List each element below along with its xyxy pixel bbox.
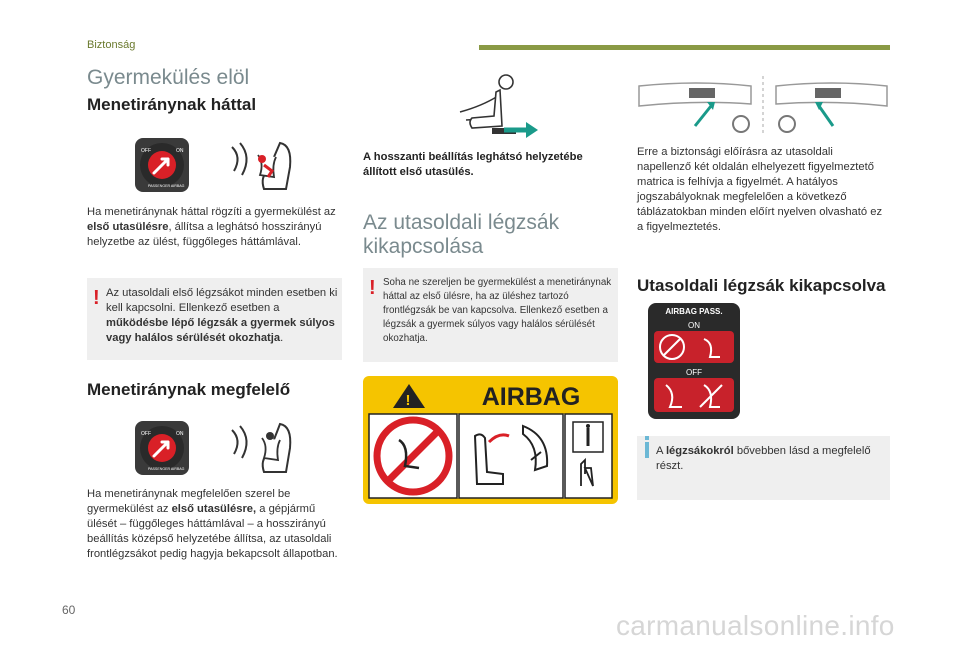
forward-facing-child-seat-icon: [228, 418, 300, 476]
svg-text:OFF: OFF: [686, 368, 702, 377]
warning-text-airbag: Soha ne szereljen be gyermekülést a menetiránynak háttal az első ülésre, ha az üléshez tartozó frontlégzsák be van kapcsolva. Ellenkező esetben a légzsák a gyermek súlyos vagy halálos sérülését okozhatja.: [383, 277, 612, 344]
seat-rearmost-position-icon: [442, 72, 540, 144]
svg-text:AIRBAG PASS.: AIRBAG PASS.: [665, 307, 723, 316]
rear-facing-child-seat-icon: [228, 137, 300, 193]
seat-caption: A hosszanti beállítás leghátsó helyzetébe állított első utasülés.: [363, 151, 583, 178]
watermark: carmanualsonline.info: [616, 610, 895, 641]
info-icon: [645, 442, 649, 458]
sun-visor-sticker-illustration: [637, 74, 890, 136]
svg-text:!: !: [405, 392, 411, 409]
page-title: Gyermekülés elöl: [87, 66, 250, 89]
warning-box-airbag: [363, 268, 618, 362]
airbag-switch-on-icon: [134, 420, 190, 476]
warning-icon: !: [93, 287, 100, 309]
svg-text:ON: ON: [176, 148, 184, 154]
svg-text:AIRBAG: AIRBAG: [481, 383, 581, 411]
heading-airbag-off: Utasoldali légzsák kikapcsolva: [637, 276, 886, 295]
warning-text-rear: Az utasoldali első légzsákot minden esetben ki kell kapcsolni. Ellenkező esetben a működésbe lépő légzsák a gyermek súlyos vagy halálos sérülését okozhatja.: [106, 287, 338, 344]
header-accent-bar: [479, 45, 890, 50]
svg-text:PASSENGER AIRBAG: PASSENGER AIRBAG: [148, 467, 185, 471]
svg-text:OFF: OFF: [141, 148, 151, 154]
svg-text:OFF: OFF: [141, 431, 151, 437]
warning-icon: !: [369, 277, 376, 299]
airbag-pass-on-off-panel: [648, 303, 740, 419]
info-box-airbags: [637, 436, 890, 500]
heading-forward-facing: Menetiránynak megfelelő: [87, 380, 291, 399]
page-number: 60: [62, 603, 76, 617]
visor-sticker-paragraph: Erre a biztonsági előírásra az utasoldali napellenző két oldalán elhelyezett figyelmeztető matrica is felhívja a figyelmét. A hatályos jogszabályoknak megfelelően a következő táblázatokban minden előírt nyelven olvasható ez a figyelmeztetés.: [637, 146, 883, 233]
airbag-warning-label: [363, 376, 618, 504]
airbag-deactivation-title: Az utasoldali légzsák kikapcsolása: [363, 211, 560, 258]
heading-rear-facing: Menetiránynak háttal: [87, 95, 257, 114]
section-label: Biztonság: [87, 39, 136, 51]
svg-text:PASSENGER AIRBAG: PASSENGER AIRBAG: [148, 184, 185, 188]
airbag-switch-off-icon: [134, 137, 190, 193]
forward-facing-paragraph: Ha menetiránynak megfelelően szerel be gyermekülést az első utasülésre, a gépjármű ülését – függőleges háttámlával – a hosszirányú beállítás középső helyzetébe állítsa, az utasoldali frontlégzsákot pedig hagyja bekapcsolt állapotban.: [87, 488, 338, 560]
info-text: A légzsákokról bővebben lásd a megfelelő részt.: [656, 445, 871, 472]
warning-box-rear: [87, 278, 342, 360]
svg-text:ON: ON: [176, 431, 184, 437]
rear-facing-paragraph: Ha menetiránynak háttal rögzíti a gyermekülést az első utasülésre, állítsa a leghátsó hosszirányú helyzetbe az ülést, függőleges háttámlával.: [87, 206, 336, 248]
svg-text:ON: ON: [688, 321, 700, 330]
